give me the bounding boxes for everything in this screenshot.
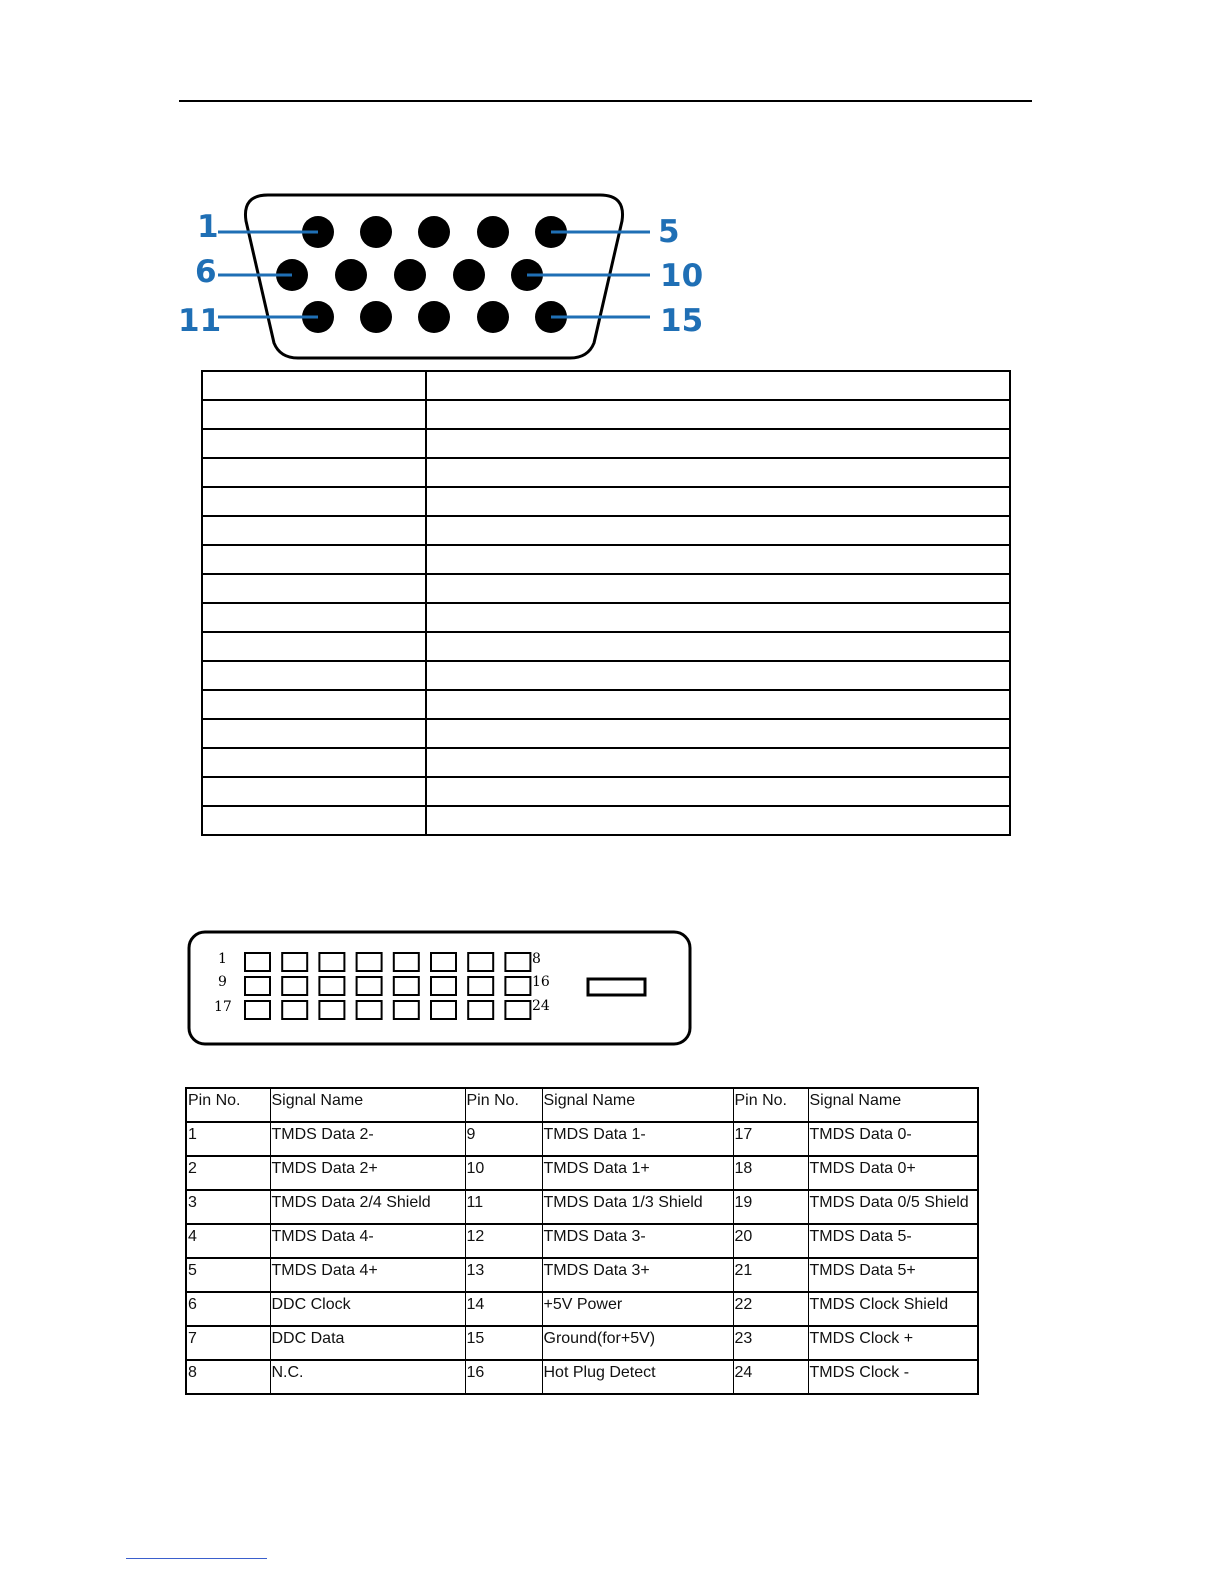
column-header: Signal Name [270,1088,465,1122]
pin-number-cell: 5 [186,1258,270,1292]
vga-signal-cell [426,516,1010,545]
vga-pin-cell [202,371,426,400]
vga-table-row [202,603,1010,632]
dvi-pin-12 [357,977,382,995]
pin-number-cell: 22 [733,1292,808,1326]
vga-pin-8 [394,259,426,291]
dvi-row-label-24: 24 [532,998,550,1014]
vga-table-row [202,400,1010,429]
vga-table-row [202,545,1010,574]
dvi-pin-6 [431,953,456,971]
pin-number-cell: 6 [186,1292,270,1326]
pin-number-cell: 12 [465,1224,542,1258]
pin-number-cell: 4 [186,1224,270,1258]
signal-name-cell: TMDS Data 0/5 Shield [808,1190,978,1224]
dvi-pin-5 [394,953,419,971]
vga-pin-13 [418,301,450,333]
vga-pin-cell [202,574,426,603]
signal-name-cell: N.C. [270,1360,465,1394]
pin-number-cell: 10 [465,1156,542,1190]
vga-pin-cell [202,458,426,487]
vga-signal-cell [426,429,1010,458]
pin-number-cell: 14 [465,1292,542,1326]
vga-pin-cell [202,661,426,690]
vga-pin-3 [418,216,450,248]
table-row [186,1156,978,1190]
dvi-row-label-9: 9 [218,974,227,990]
table-row [186,1292,978,1326]
dvi-row-label-1: 1 [218,951,227,967]
dvi-pin-2 [282,953,307,971]
signal-name-cell: TMDS Clock - [808,1360,978,1394]
dvi-pin-9 [245,977,270,995]
vga-pin-cell [202,806,426,835]
vga-table-row [202,574,1010,603]
dvi-pin-8 [505,953,530,971]
vga-pin-cell [202,429,426,458]
table-row [186,1190,978,1224]
dvi-row-label-8: 8 [532,951,541,967]
pin-number-cell: 18 [733,1156,808,1190]
table-row [186,1360,978,1394]
vga-pin-cell [202,400,426,429]
dvi-connector-diagram [185,928,695,1050]
vga-table-row [202,632,1010,661]
dvi-pin-11 [319,977,344,995]
pin-number-cell: 1 [186,1122,270,1156]
vga-signal-cell [426,574,1010,603]
table-row [186,1224,978,1258]
vga-table-row [202,458,1010,487]
vga-table-row [202,487,1010,516]
vga-pin-cell [202,516,426,545]
dvi-pin-14 [431,977,456,995]
dvi-pin-17 [245,1001,270,1019]
vga-table-row [202,661,1010,690]
column-header: Signal Name [542,1088,733,1122]
footer-link-rule [126,1558,267,1559]
dvi-pin-1 [245,953,270,971]
vga-pin-9 [453,259,485,291]
header-rule [179,100,1032,102]
pin-number-cell: 15 [465,1326,542,1360]
vga-signal-cell [426,545,1010,574]
signal-name-cell: TMDS Data 2+ [270,1156,465,1190]
column-header: Pin No. [465,1088,542,1122]
vga-pin-12 [360,301,392,333]
pin-label-6: 6 [195,254,217,290]
signal-name-cell: DDC Data [270,1326,465,1360]
vga-pin-7 [335,259,367,291]
vga-pin-2 [360,216,392,248]
vga-pin-cell [202,603,426,632]
pin-label-1: 1 [197,209,219,245]
pin-number-cell: 3 [186,1190,270,1224]
vga-table-row [202,719,1010,748]
vga-signal-cell [426,748,1010,777]
vga-pin-cell [202,487,426,516]
pin-label-5: 5 [658,214,680,250]
vga-signal-cell [426,371,1010,400]
dvi-pin-3 [319,953,344,971]
vga-pin-4 [477,216,509,248]
pin-label-15: 15 [660,303,704,339]
signal-name-cell: TMDS Data 1- [542,1122,733,1156]
signal-name-cell: TMDS Data 0- [808,1122,978,1156]
dvi-pin-24 [505,1001,530,1019]
signal-name-cell: TMDS Data 1+ [542,1156,733,1190]
dvi-pin-16 [505,977,530,995]
pin-number-cell: 24 [733,1360,808,1394]
signal-name-cell: TMDS Data 1/3 Shield [542,1190,733,1224]
dvi-pin-21 [394,1001,419,1019]
vga-table-row [202,429,1010,458]
dvi-pin-23 [468,1001,493,1019]
table-row [186,1122,978,1156]
pin-number-cell: 17 [733,1122,808,1156]
pin-number-cell: 13 [465,1258,542,1292]
signal-name-cell: DDC Clock [270,1292,465,1326]
signal-name-cell: TMDS Data 0+ [808,1156,978,1190]
vga-table-row [202,371,1010,400]
pin-number-cell: 9 [465,1122,542,1156]
dvi-pin-20 [357,1001,382,1019]
pin-label-10: 10 [660,258,704,294]
vga-table-row [202,690,1010,719]
signal-name-cell: TMDS Data 4+ [270,1258,465,1292]
signal-name-cell: TMDS Data 5- [808,1224,978,1258]
signal-name-cell: TMDS Data 3+ [542,1258,733,1292]
table-row [186,1258,978,1292]
vga-signal-cell [426,719,1010,748]
pin-number-cell: 2 [186,1156,270,1190]
signal-name-cell: TMDS Data 5+ [808,1258,978,1292]
dvi-pin-19 [319,1001,344,1019]
vga-pin-cell [202,748,426,777]
vga-pin-cell [202,719,426,748]
vga-table-row [202,748,1010,777]
dvi-row-label-16: 16 [532,974,550,990]
column-header: Pin No. [733,1088,808,1122]
signal-name-cell: TMDS Data 3- [542,1224,733,1258]
vga-connector-diagram [170,185,730,370]
pin-number-cell: 21 [733,1258,808,1292]
signal-name-cell: TMDS Data 4- [270,1224,465,1258]
dvi-pin-13 [394,977,419,995]
signal-name-cell: Ground(for+5V) [542,1326,733,1360]
vga-table-row [202,806,1010,835]
vga-pin-cell [202,545,426,574]
signal-name-cell: TMDS Data 2- [270,1122,465,1156]
dvi-pin-15 [468,977,493,995]
pin-number-cell: 23 [733,1326,808,1360]
vga-signal-cell [426,661,1010,690]
column-header: Signal Name [808,1088,978,1122]
pin-number-cell: 19 [733,1190,808,1224]
vga-signal-cell [426,400,1010,429]
signal-name-cell: TMDS Data 2/4 Shield [270,1190,465,1224]
vga-signal-cell [426,806,1010,835]
pin-label-11: 11 [178,303,222,339]
vga-pin-14 [477,301,509,333]
table-row [186,1326,978,1360]
signal-name-cell: TMDS Clock Shield [808,1292,978,1326]
vga-signal-cell [426,603,1010,632]
dvi-pin-10 [282,977,307,995]
vga-signal-cell [426,487,1010,516]
vga-pin-cell [202,632,426,661]
signal-name-cell: Hot Plug Detect [542,1360,733,1394]
pin-number-cell: 20 [733,1224,808,1258]
dvi-row-label-17: 17 [214,999,232,1015]
dvi-pin-18 [282,1001,307,1019]
pin-number-cell: 8 [186,1360,270,1394]
vga-pin-table [201,370,1011,836]
pin-number-cell: 11 [465,1190,542,1224]
vga-pin-cell [202,777,426,806]
column-header: Pin No. [186,1088,270,1122]
vga-signal-cell [426,632,1010,661]
vga-table-row [202,516,1010,545]
vga-pin-cell [202,690,426,719]
signal-name-cell: TMDS Clock + [808,1326,978,1360]
dvi-pin-table [185,1087,979,1395]
signal-name-cell: +5V Power [542,1292,733,1326]
vga-signal-cell [426,458,1010,487]
dvi-pin-22 [431,1001,456,1019]
dvi-pin-7 [468,953,493,971]
pin-number-cell: 7 [186,1326,270,1360]
pin-number-cell: 16 [465,1360,542,1394]
dvi-table-header [186,1088,978,1122]
vga-signal-cell [426,777,1010,806]
dvi-ground-blade [588,979,645,995]
vga-table-row [202,777,1010,806]
dvi-pin-4 [357,953,382,971]
vga-signal-cell [426,690,1010,719]
